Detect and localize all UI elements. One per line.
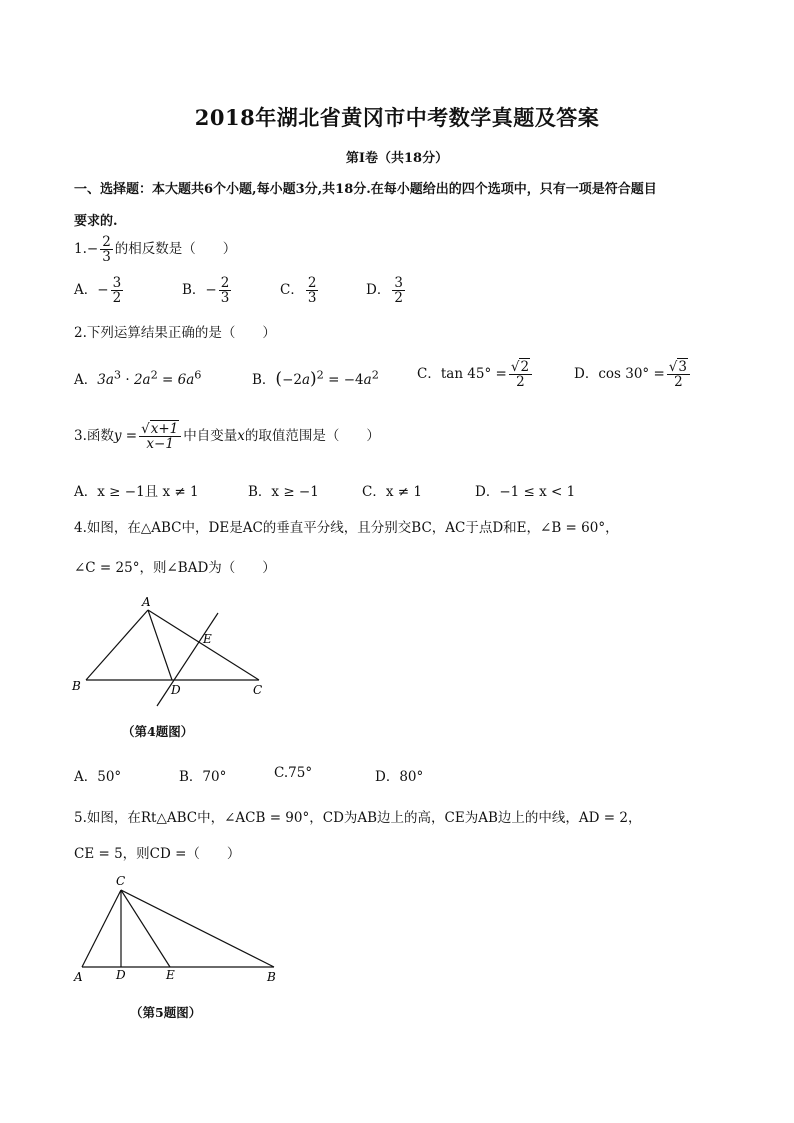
q4-edge-ab bbox=[86, 610, 148, 680]
q4-option-d[interactable]: D．80° bbox=[375, 769, 424, 785]
question-2: 2.下列运算结果正确的是（ ） bbox=[74, 325, 276, 341]
q1-fraction bbox=[100, 235, 113, 264]
q4-caption: （第4题图） bbox=[122, 724, 194, 739]
q5-edge-ac bbox=[82, 890, 121, 967]
section-heading-line2: 要求的. bbox=[74, 214, 118, 229]
q1-frac-num: 2 bbox=[102, 234, 111, 250]
question-4-line1: 4.如图，在△ABC中，DE是AC的垂直平分线，且分别交BC，AC于点D和E，∠B = 60°， bbox=[74, 520, 619, 536]
q2-option-a[interactable]: A．$3a^3 \cdot 2a^2 = 6a^6$ bbox=[74, 368, 202, 388]
q4-bisector-de bbox=[157, 613, 218, 706]
question-4-line2: ∠C = 25°，则∠BAD为（ ） bbox=[74, 560, 276, 576]
page-title: 2018年湖北省黄冈市中考数学真题及答案 bbox=[194, 105, 600, 130]
q2-option-b[interactable]: B．$(-2a)^2 = -4a^2$ bbox=[252, 368, 379, 389]
q5-median-ce bbox=[121, 890, 170, 967]
q3-option-b[interactable]: B．x ≥ −1 bbox=[248, 484, 319, 500]
q4-label-b: B bbox=[72, 679, 81, 693]
q5-label-d: D bbox=[116, 968, 126, 982]
paper-part-heading: 第Ⅰ卷（共18分） bbox=[345, 151, 449, 166]
q1-text: 的相反数是（ ） bbox=[114, 241, 237, 258]
q4-label-e: E bbox=[203, 632, 212, 646]
q4-option-c[interactable]: C.75° bbox=[274, 765, 313, 781]
q3-option-a[interactable]: A．x ≥ −1且 x ≠ 1 bbox=[74, 484, 199, 500]
q5-label-e: E bbox=[166, 968, 175, 982]
q1-number: 1. bbox=[74, 241, 87, 258]
q4-segment-ad bbox=[148, 610, 172, 680]
q2-option-d[interactable]: D．cos 30° = $\frac{√3}{2}$ bbox=[574, 360, 692, 389]
q4-option-a[interactable]: A．50° bbox=[74, 769, 122, 785]
q1-neg-sign: − bbox=[86, 241, 99, 258]
q1-option-b[interactable]: B．− $\frac{2}{3}$ bbox=[182, 275, 230, 307]
q1-option-d[interactable]: D． $\frac{3}{2}$ bbox=[366, 275, 403, 307]
q5-label-b: B bbox=[267, 970, 276, 984]
q4-option-b[interactable]: B．70° bbox=[179, 769, 227, 785]
question-5-line2: CE = 5，则CD =（ ） bbox=[74, 846, 241, 862]
q5-label-c: C bbox=[116, 874, 126, 888]
q1-frac-den: 3 bbox=[102, 249, 111, 266]
q5-figure bbox=[60, 870, 300, 990]
q5-caption: （第5题图） bbox=[130, 1005, 202, 1020]
q5-label-a: A bbox=[74, 970, 83, 984]
question-5-line1: 5.如图，在Rt△ABC中，∠ACB = 90°，CD为AB边上的高，CE为AB边上的中线，AD = 2， bbox=[74, 810, 642, 826]
question-1 bbox=[74, 235, 236, 264]
q1-option-c[interactable]: C． $\frac{2}{3}$ bbox=[280, 275, 317, 307]
q3-option-d[interactable]: D．−1 ≤ x < 1 bbox=[475, 484, 576, 500]
section-heading-line1: 一、选择题：本大题共6个小题,每小题3分,共18分.在每小题给出的四个选项中，只有一项是符合题目 bbox=[74, 182, 657, 197]
question-3: 3.函数y = $\frac{√x+1}{x-1}$ 中自变量x的取值范围是（ ） bbox=[74, 421, 380, 453]
q4-label-a: A bbox=[142, 595, 151, 609]
q2-option-c[interactable]: C．tan 45° = $\frac{√2}{2}$ bbox=[417, 360, 534, 389]
q1-option-a[interactable]: A．− $\frac{3}{2}$ bbox=[74, 275, 122, 307]
q3-option-c[interactable]: C．x ≠ 1 bbox=[362, 484, 422, 500]
q5-edge-bc bbox=[121, 890, 274, 967]
q4-label-c: C bbox=[253, 683, 263, 697]
q4-figure bbox=[60, 590, 300, 710]
q4-label-d: D bbox=[171, 683, 181, 697]
